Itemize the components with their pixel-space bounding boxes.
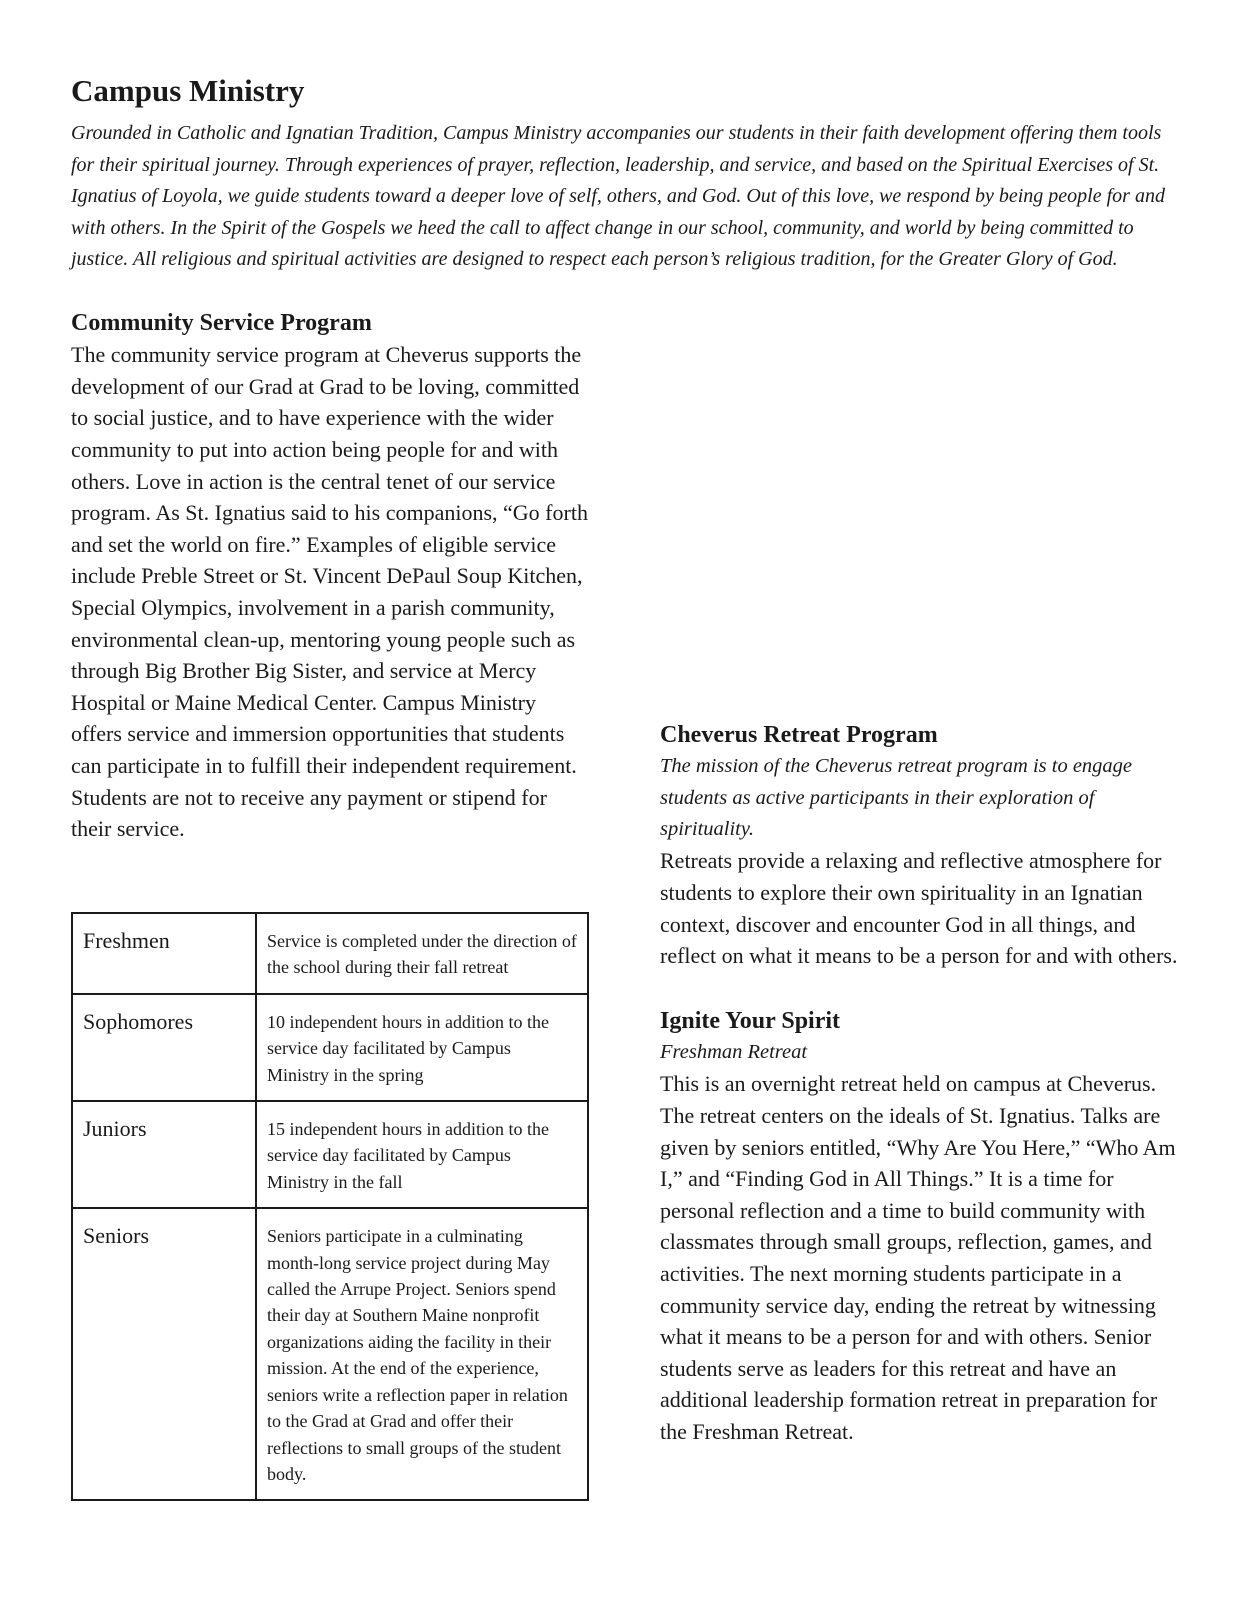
- ignite-subtitle: Freshman Retreat: [660, 1040, 808, 1063]
- grade-cell: Freshmen: [72, 913, 256, 994]
- ignite-body: This is an overnight retreat held on campus at Cheverus. The retreat centers on the ideals of St. Ignatius. Talks are given by seniors entitled, “Why Are You Here,” “Who Am I,” and “Finding God in All Things.” It is a time for personal reflection and a time to build community with classmates through small groups, reflection, games, and activities. The next morning students participate in a community service day, ending the retreat by witnessing what it means to be a person for and with others. Senior students serve as leaders for this retreat and have an additional leadership formation retreat in preparation for the Freshman Retreat.: [660, 1071, 1176, 1444]
- section-spacer: [660, 972, 1180, 1006]
- requirement-cell: Service is completed under the direction of the school during their fall retreat: [256, 913, 588, 994]
- retreat-heading: Cheverus Retreat Program: [660, 722, 938, 748]
- retreat-body: Retreats provide a relaxing and reflective atmosphere for students to explore their own spirituality in an Ignatian context, discover and encounter God in all things, and reflect on what it means to be a person for and with others.: [660, 848, 1178, 969]
- grade-cell: Juniors: [72, 1101, 256, 1208]
- retreat-column: [660, 720, 1180, 1448]
- requirement-cell: Seniors participate in a culminating month-long service project during May called the Arrupe Project. Seniors spend their day at Southern Maine nonprofit organizations aiding the facility in their mission. At the end of the experience, seniors write a reflection paper in relation to the Grad at Grad and offer their reflections to small groups of the student body.: [256, 1208, 588, 1500]
- grade-cell: Seniors: [72, 1208, 256, 1500]
- intro-paragraph: Grounded in Catholic and Ignatian Tradition, Campus Ministry accompanies our students in their faith development offering them tools for their spiritual journey. Through experiences of prayer, reflection, leadership, and service, and based on the Spiritual Exercises of St. Ignatius of Loyola, we guide students toward a deeper love of self, others, and God. Out of this love, we respond by being people for and with others. In the Spirit of the Gospels we heed the call to affect change in our school, community, and world by being committed to justice. All religious and spiritual activities are designed to respect each person’s religious tradition, for the Greater Glory of God.: [71, 122, 1165, 271]
- ignite-heading: Ignite Your Spirit: [660, 1007, 841, 1034]
- page-title: Campus Ministry: [71, 73, 305, 108]
- community-service-section: [71, 308, 591, 845]
- service-requirements-table: [71, 912, 589, 1501]
- grade-cell: Sophomores: [72, 994, 256, 1101]
- requirement-cell: 15 independent hours in addition to the service day facilitated by Campus Ministry in the fall: [256, 1101, 588, 1208]
- table-row: [72, 1208, 588, 1500]
- table-row: [72, 913, 588, 994]
- table-row: [72, 1101, 588, 1208]
- community-service-heading: Community Service Program: [71, 310, 372, 336]
- table-row: [72, 994, 588, 1101]
- retreat-mission: The mission of the Cheverus retreat program is to engage students as active participants in their exploration of spirituality.: [660, 755, 1133, 840]
- community-service-body: The community service program at Cheverus supports the development of our Grad at Grad to be loving, committed to social justice, and to have experience with the wider community to put into action being people for and with others. Love in action is the central tenet of our service program. As St. Ignatius said to his companions, “Go forth and set the world on fire.” Examples of eligible service include Preble Street or St. Vincent DePaul Soup Kitchen, Special Olympics, involvement in a parish community, environmental clean-up, mentoring young people such as through Big Brother Big Sister, and service at Mercy Hospital or Maine Medical Center. Campus Ministry offers service and immersion opportunities that students can participate in to fulfill their independent requirement. Students are not to receive any payment or stipend for their service.: [71, 342, 588, 842]
- requirement-cell: 10 independent hours in addition to the service day facilitated by Campus Ministry in the spring: [256, 994, 588, 1101]
